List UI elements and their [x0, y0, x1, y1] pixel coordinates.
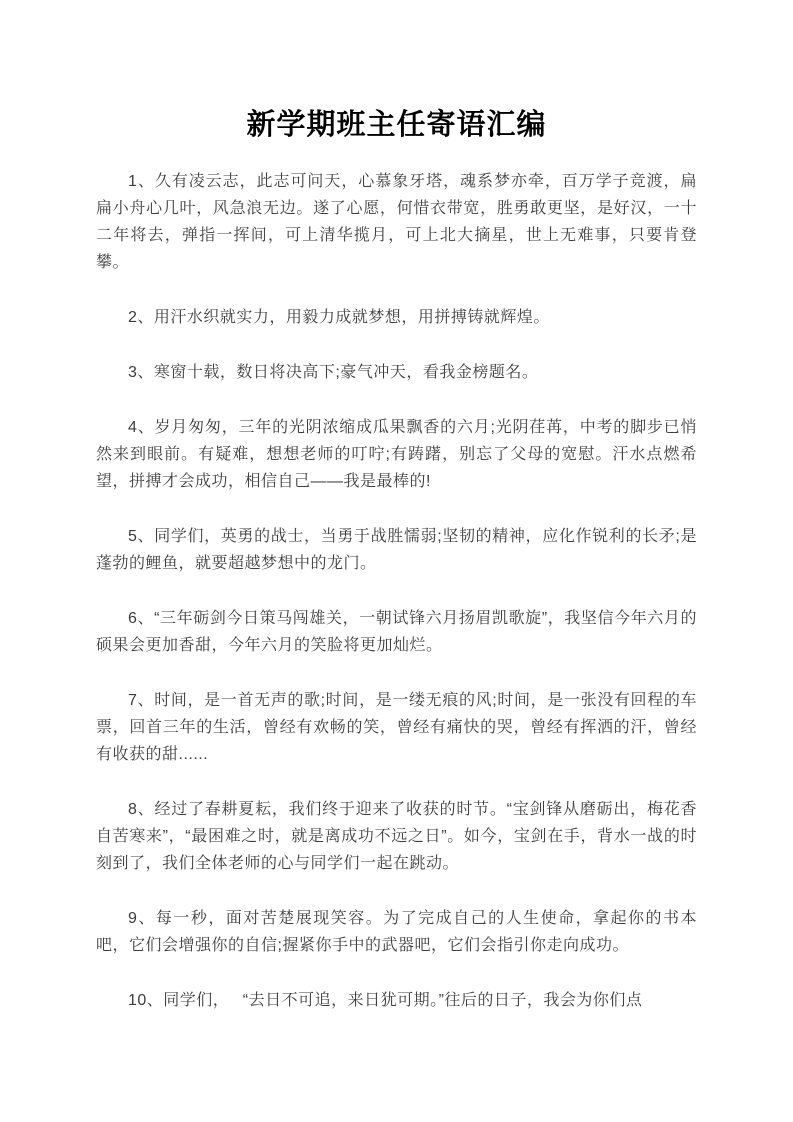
paragraph-6: 6、“三年砺剑今日策马闯雄关，一朝试锋六月扬眉凯歌旋”，我坚信今年六月的硕果会更加香甜，今年六月的笑脸将更加灿烂。 [96, 610, 697, 654]
paragraph-1: 1、久有凌云志，此志可问天，心慕象牙塔，魂系梦亦牵，百万学子竞渡，扁扁小舟心几叶，风急浪无边。遂了心愿，何惜衣带宽，胜勇敢更坚，是好汉，一十二年将去，弹指一挥间，可上清华揽月，可上北大摘星，世上无难事，只要肯登攀。 [96, 173, 697, 271]
paragraph-2: 2、用汗水织就实力，用毅力成就梦想，用拼搏铸就辉煌。 [128, 309, 550, 326]
paragraph-5: 5、同学们，英勇的战士，当勇于战胜懦弱;坚韧的精神，应化作锐利的长矛;是蓬勃的鲤鱼，就要超越梦想中的龙门。 [96, 528, 697, 572]
paragraph-3: 3、寒窗十载，数日将决高下;豪气冲天，看我金榜题名。 [128, 364, 539, 381]
paragraph-7: 7、时间，是一首无声的歌;时间，是一缕无痕的风;时间，是一张没有回程的车票，回首三年的生活，曾经有欢畅的笑，曾经有痛快的哭，曾经有挥洒的汗，曾经有收获的甜...... [96, 692, 697, 763]
paragraph-8: 8、经过了春耕夏耘，我们终于迎来了收获的时节。“宝剑锋从磨砺出，梅花香自苦寒来”，“最困难之时，就是离成功不远之日”。如今，宝剑在手，背水一战的时刻到了，我们全体老师的心与同学们一起在跳动。 [96, 801, 697, 872]
paragraph-10: 10、同学们， “去日不可追，来日犹可期。”往后的日子，我会为你们点 [128, 992, 643, 1009]
document-title: 新学期班主任寄语汇编 [246, 109, 547, 141]
paragraph-4: 4、岁月匆匆，三年的光阴浓缩成瓜果飘香的六月;光阴荏苒，中考的脚步已悄然来到眼前。有疑难，想想老师的叮咛;有踌躇，别忘了父母的宽慰。汗水点燃希望，拼搏才会成功，相信自己——我是最棒的! [96, 419, 697, 490]
paragraph-9: 9、每一秒，面对苦楚展现笑容。为了完成自己的人生使命，拿起你的书本吧，它们会增强你的自信;握紧你手中的武器吧，它们会指引你走向成功。 [96, 910, 697, 954]
